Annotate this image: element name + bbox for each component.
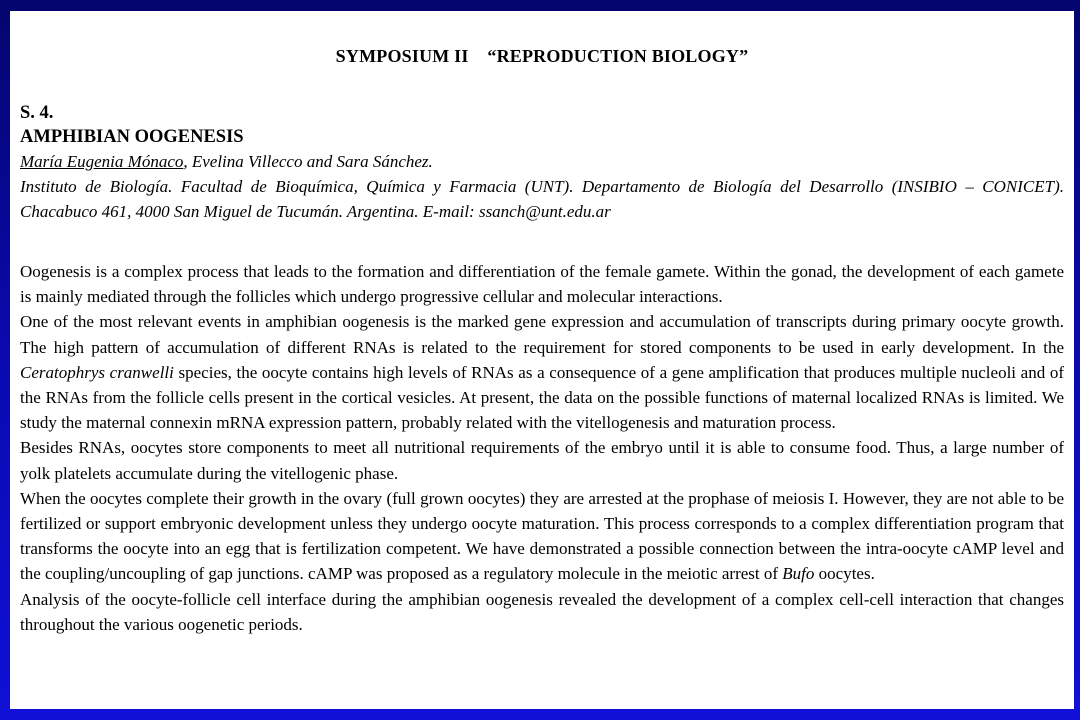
abstract-body bbox=[20, 259, 1064, 637]
paragraph-3: Besides RNAs, oocytes store components to meet all nutritional requirements of the embryo until it is able to consume food. Thus, a large number of yolk platelets accumulate during the vitellogenic phase. bbox=[20, 438, 1064, 483]
abstract-header bbox=[20, 101, 1064, 224]
co-authors: , Evelina Villecco and Sara Sánchez. bbox=[183, 152, 433, 171]
paragraph-4-start: When the oocytes complete their growth in the ovary (full grown oocytes) they are arrested at the prophase of meiosis I. However, they are not able to be fertilized or support embryonic development unless they undergo oocyte maturation. This process corresponds to a complex differentiation program that transforms the oocyte into an egg that is fertilization competent. We have demonstrated a possible connection between the intra-oocyte cAMP level and the coupling/uncoupling of gap junctions. cAMP was proposed as a regulatory molecule in the meiotic arrest of bbox=[20, 488, 1064, 584]
author-list bbox=[20, 149, 1064, 174]
symposium-heading: SYMPOSIUM II “REPRODUCTION BIOLOGY” bbox=[335, 46, 749, 66]
paragraph-4-end: oocytes. bbox=[814, 564, 875, 584]
paragraph-1: Oogenesis is a complex process that leads to the formation and differentiation of the female gamete. Within the gonad, the development of each gamete is mainly mediated through the follicles which undergo progressive cellular and molecular interactions. bbox=[20, 262, 1064, 307]
abstract-title: AMPHIBIAN OOGENESIS bbox=[20, 127, 244, 147]
paragraph-4 bbox=[20, 486, 1064, 587]
genus-name: Bufo bbox=[782, 564, 815, 584]
paragraph-2-end: species, the oocyte contains high levels of RNAs as a consequence of a gene amplification that produces multiple nucleoli and of the RNAs from the follicle cells present in the cortical vesicles. At present, the data on the possible functions of maternal localized RNAs is limited. We study the maternal connexin mRNA expression pattern, probably related with the vitellogenesis and maturation process. bbox=[20, 362, 1065, 433]
presenting-author: María Eugenia Mónaco bbox=[20, 152, 184, 171]
affiliation: Instituto de Biología. Facultad de Bioquímica, Química y Farmacia (UNT). Departamento de Biología del Desarrollo (INSIBIO – CONICET). Chacabuco 461, 4000 San Miguel de Tucumán. Argentina. E-mail: ssanch@unt.edu.ar bbox=[20, 177, 1064, 221]
paragraph-2-start: One of the most relevant events in amphibian oogenesis is the marked gene expression and accumulation of transcripts during primary oocyte growth. The high pattern of accumulation of different RNAs is related to the requirement for stored components to be used in early development. In the bbox=[20, 312, 1064, 357]
paragraph-2 bbox=[20, 309, 1064, 435]
abstract-id: S. 4. bbox=[20, 103, 54, 123]
species-name: Ceratophrys cranwelli bbox=[20, 362, 174, 382]
paragraph-5: Analysis of the oocyte-follicle cell interface during the amphibian oogenesis revealed the development of a complex cell-cell interaction that changes throughout the various oogenetic periods. bbox=[20, 589, 1064, 634]
abstract-page bbox=[10, 11, 1074, 709]
